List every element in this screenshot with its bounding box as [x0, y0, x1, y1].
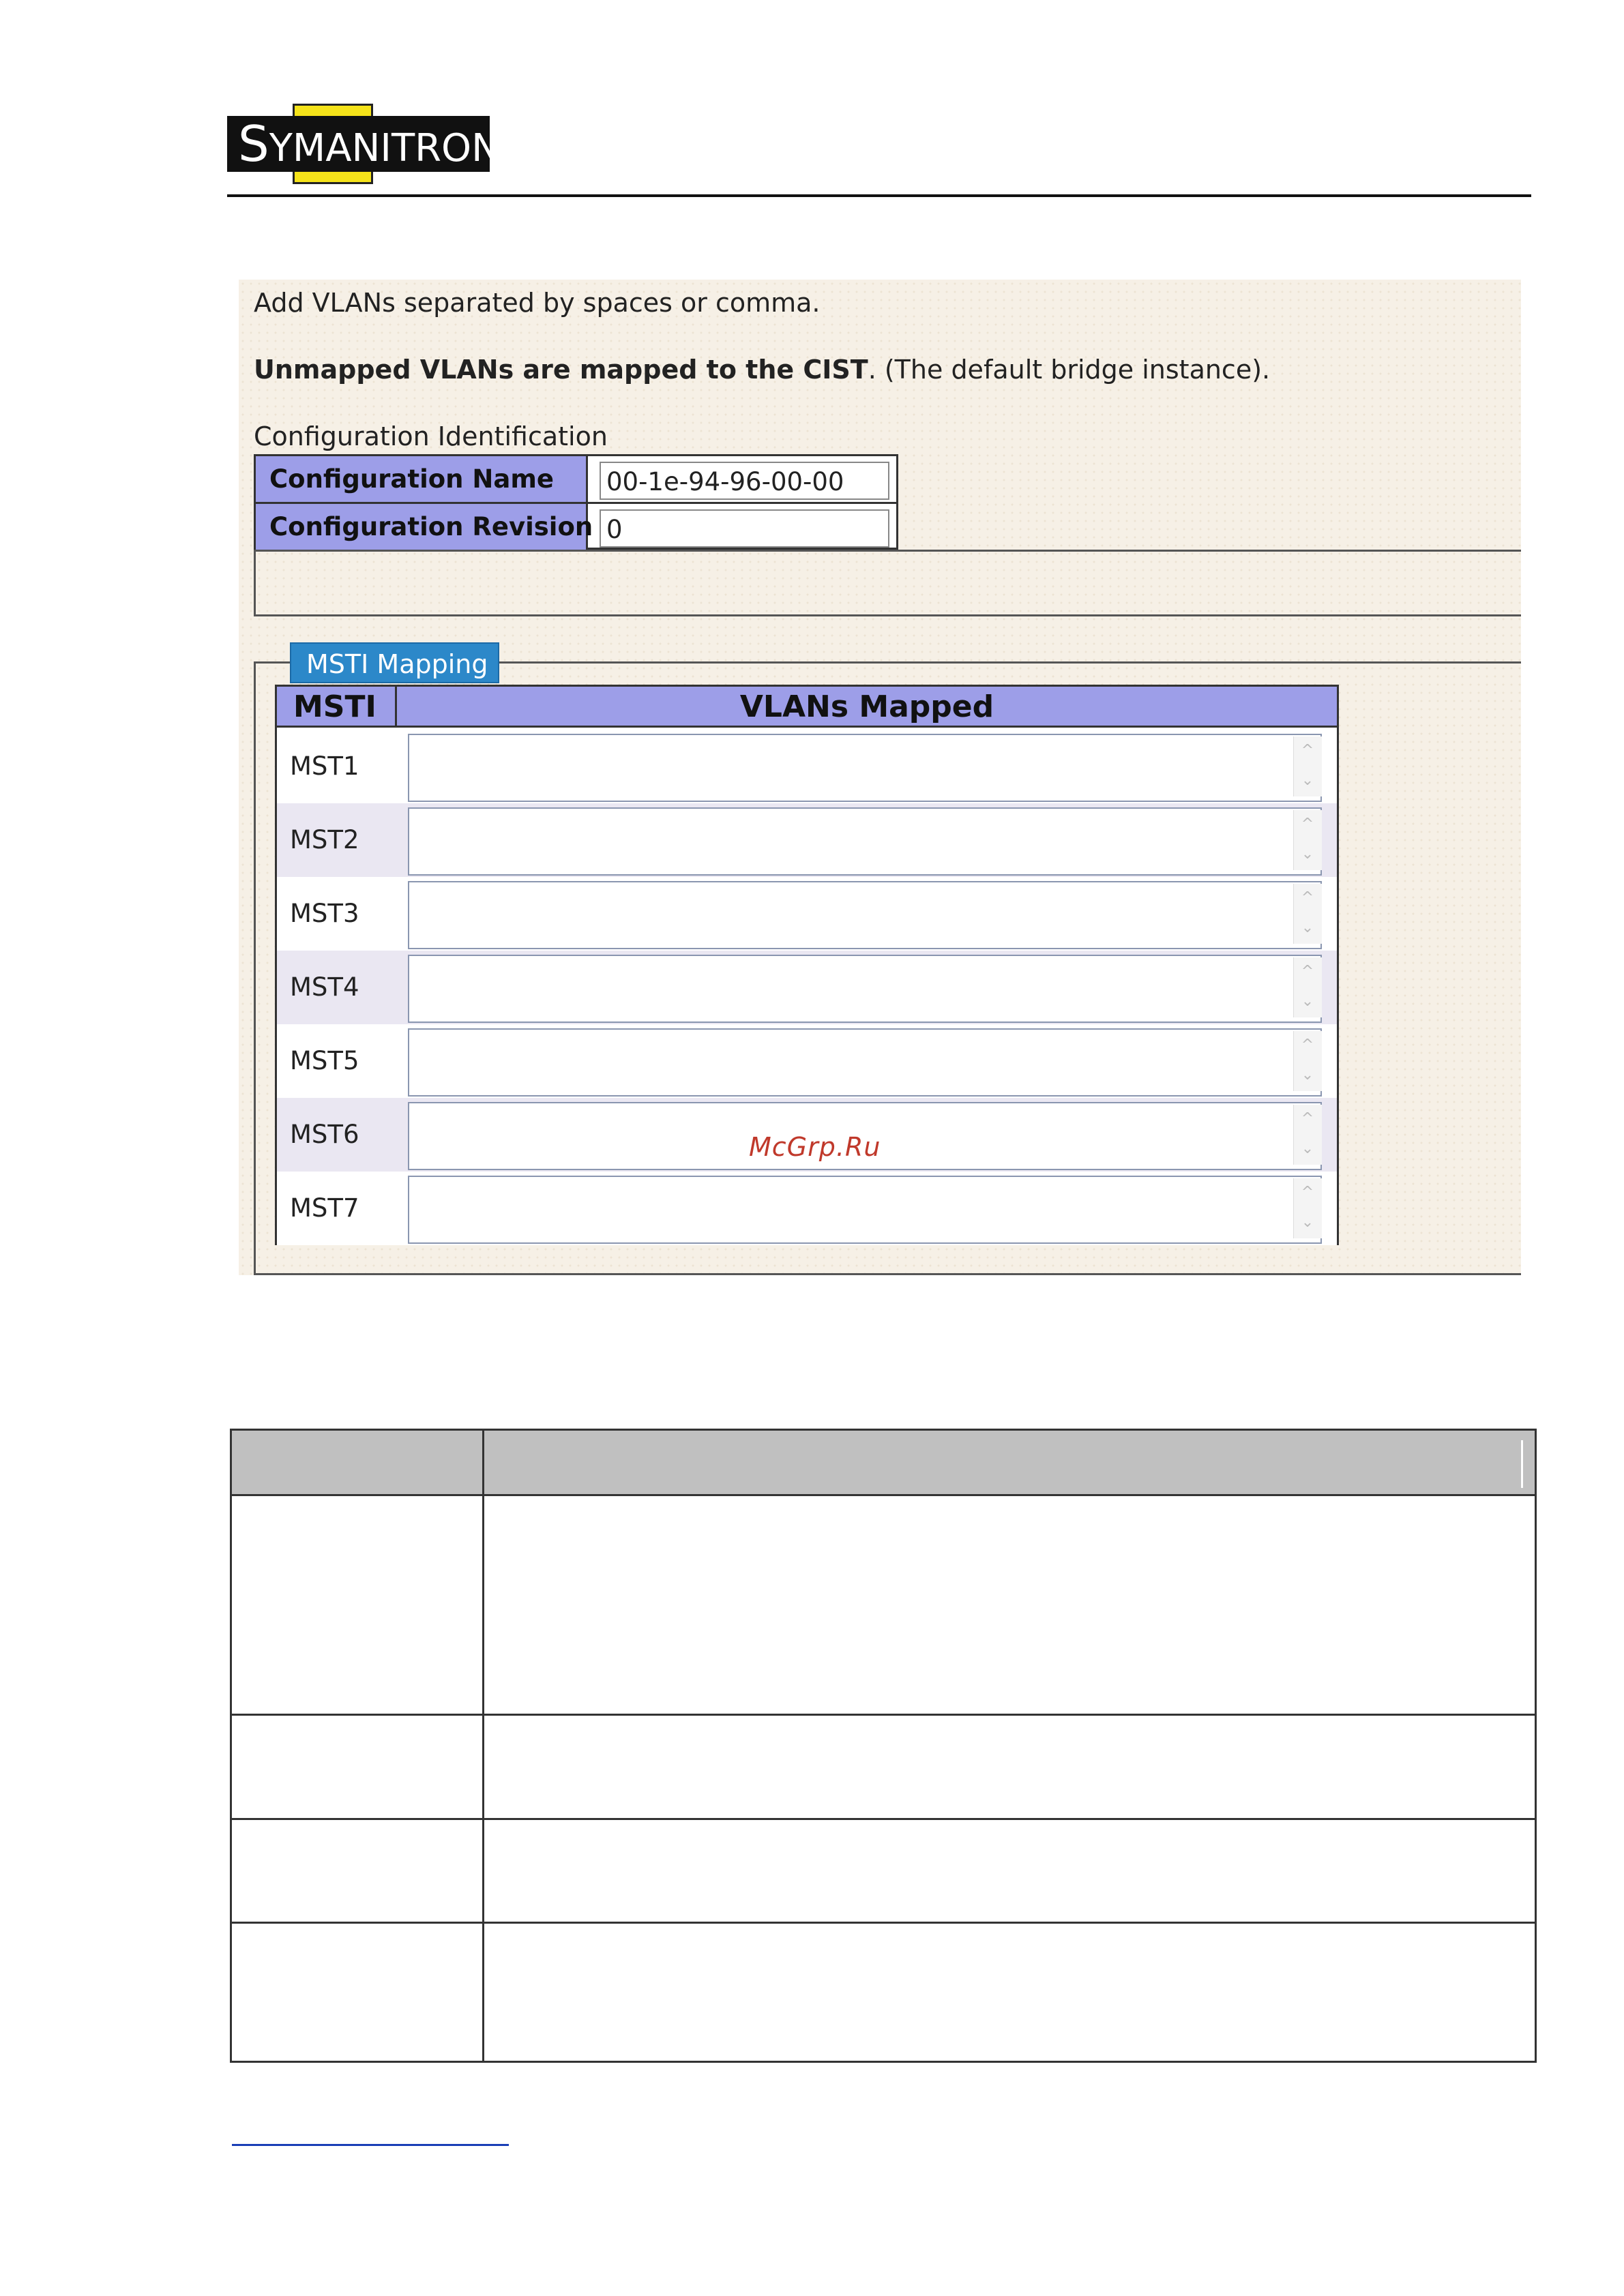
textarea-scrollbar[interactable] [1293, 736, 1322, 796]
textarea-scrollbar[interactable] [1293, 1031, 1322, 1091]
scroll-down-icon[interactable]: ⌄ [1301, 1067, 1314, 1084]
msti-column-header: MSTI [277, 687, 397, 728]
scroll-down-icon[interactable]: ⌄ [1301, 772, 1314, 789]
msti-row-label: MST7 [290, 1193, 359, 1223]
msti-mapping-legend: MSTI Mapping [290, 642, 499, 683]
vlans-mapped-textarea[interactable] [408, 807, 1322, 876]
header-divider [1521, 1440, 1523, 1488]
textarea-scrollbar[interactable] [1293, 884, 1322, 944]
scroll-down-icon[interactable]: ⌄ [1301, 1214, 1314, 1231]
msti-row-label: MST5 [290, 1046, 359, 1075]
msti-row-label: MST3 [290, 899, 359, 928]
symanitron-logo [227, 104, 501, 184]
config-row-revision [256, 504, 896, 550]
textarea-scrollbar[interactable] [1293, 957, 1322, 1017]
msti-row [277, 877, 1337, 951]
msti-row [277, 951, 1337, 1024]
watermark: McGrp.Ru [749, 1132, 881, 1162]
textarea-scrollbar[interactable] [1293, 1105, 1322, 1165]
msti-row-label: MST1 [290, 751, 359, 781]
scroll-up-icon[interactable]: ^ [1301, 1037, 1314, 1054]
scroll-up-icon[interactable]: ^ [1301, 742, 1314, 759]
scroll-down-icon[interactable]: ⌄ [1301, 993, 1314, 1010]
scroll-up-icon[interactable]: ^ [1301, 1184, 1314, 1201]
vlans-mapped-column-header: VLANs Mapped [739, 689, 994, 724]
config-row-name [256, 456, 896, 502]
scroll-down-icon[interactable]: ⌄ [1301, 846, 1314, 863]
msti-row-label: MST4 [290, 972, 359, 1002]
config-section-label: Configuration Identification [254, 421, 608, 451]
intro-text: Add VLANs separated by spaces or comma. [254, 288, 821, 318]
scroll-down-icon[interactable]: ⌄ [1301, 1140, 1314, 1157]
logo-wordmark: SYMANITRON [238, 115, 501, 173]
scroll-up-icon[interactable]: ^ [1301, 1110, 1314, 1127]
logo-black-bar [227, 115, 501, 173]
config-name-input[interactable]: 00-1e-94-96-00-00 [600, 462, 889, 500]
textarea-scrollbar[interactable] [1293, 810, 1322, 870]
textarea-scrollbar[interactable] [1293, 1178, 1322, 1238]
unmapped-note: Unmapped VLANs are mapped to the CIST. (The default bridge instance). [254, 355, 1271, 385]
msti-row-label: MST2 [290, 825, 359, 854]
mstp-config-panel [239, 280, 1521, 1275]
scroll-up-icon[interactable]: ^ [1301, 963, 1314, 980]
row-divider [232, 1714, 1535, 1716]
row-divider [232, 1922, 1535, 1924]
config-revision-label: Configuration Revision [256, 504, 588, 550]
config-name-label: Configuration Name [256, 456, 588, 502]
header-rule [227, 194, 1531, 197]
description-table [230, 1429, 1537, 2063]
msti-row [277, 1172, 1337, 1245]
description-table-header [232, 1431, 1535, 1496]
empty-frame [254, 550, 1521, 616]
column-divider [482, 1431, 484, 2061]
scroll-down-icon[interactable]: ⌄ [1301, 919, 1314, 936]
msti-row [277, 1024, 1337, 1098]
footnote-rule [232, 2144, 509, 2146]
vlans-mapped-textarea[interactable] [408, 1176, 1322, 1244]
config-identification-table [254, 454, 898, 550]
vlans-mapped-textarea[interactable] [408, 1028, 1322, 1097]
msti-row [277, 803, 1337, 877]
scroll-up-icon[interactable]: ^ [1301, 889, 1314, 906]
msti-row [277, 730, 1337, 803]
scroll-up-icon[interactable]: ^ [1301, 816, 1314, 833]
msti-row-label: MST6 [290, 1120, 359, 1149]
vlans-mapped-textarea[interactable] [408, 734, 1322, 802]
row-divider [232, 1818, 1535, 1820]
vlans-mapped-textarea[interactable] [408, 881, 1322, 949]
msti-table-header [277, 687, 1337, 728]
vlans-mapped-textarea[interactable] [408, 955, 1322, 1023]
config-revision-input[interactable]: 0 [600, 509, 889, 548]
